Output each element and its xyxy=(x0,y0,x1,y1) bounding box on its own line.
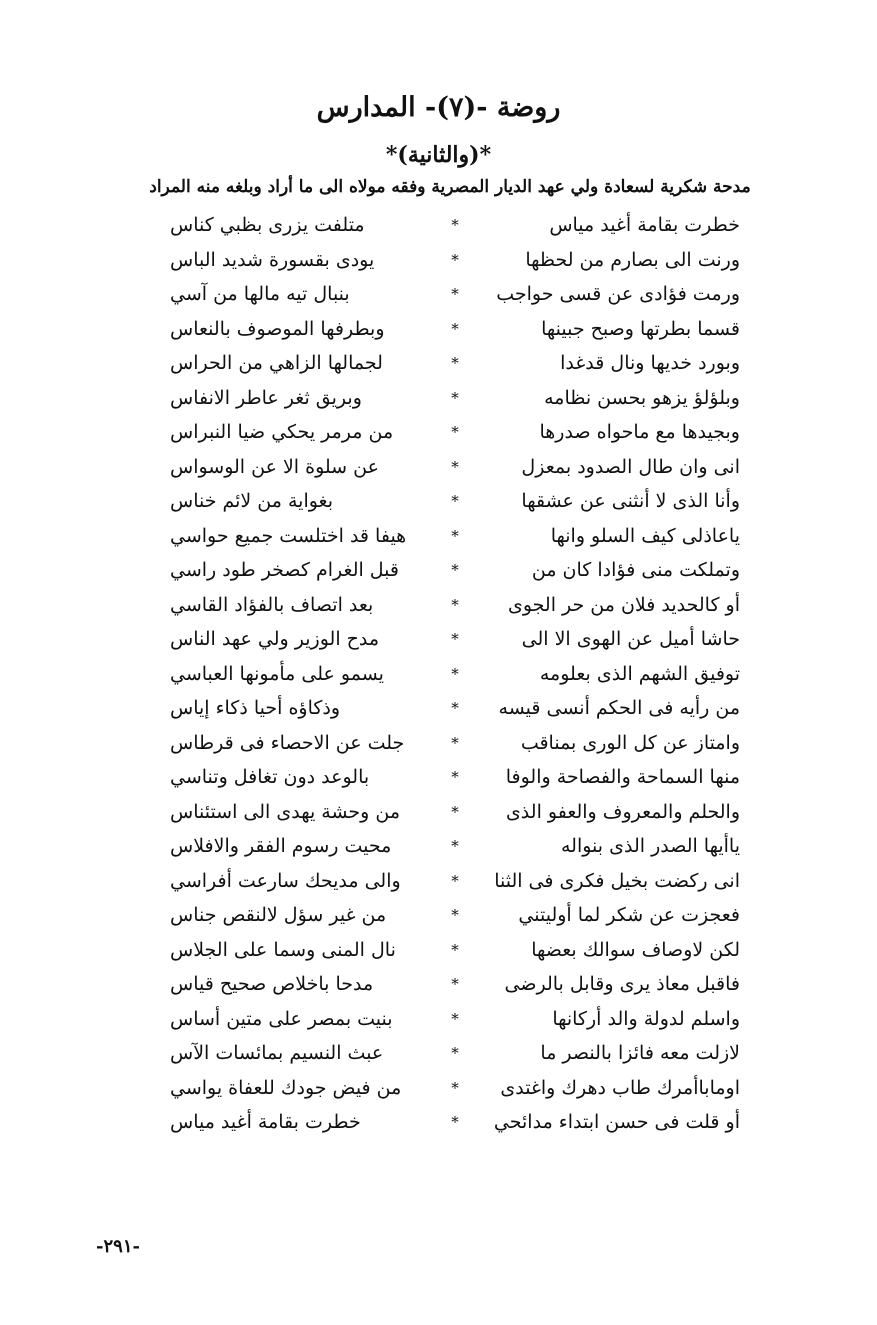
verse-first-hemistich: وامتاز عن كل الورى بمناقب xyxy=(520,731,740,754)
verse-second-hemistich: متلفت يزرى بظبي كناس xyxy=(170,214,365,236)
page-title: روضة -(٧)- المدارس xyxy=(316,92,561,123)
verse-line xyxy=(170,898,740,933)
verse-line xyxy=(170,691,740,726)
verse-second-hemistich: عبث النسيم بمائسات الآس xyxy=(170,1042,384,1064)
verse-separator-star: * xyxy=(451,1044,459,1062)
verse-line xyxy=(170,795,740,830)
verse-separator-star: * xyxy=(451,492,459,510)
verse-second-hemistich: من فيض جودك للعفاة يواسي xyxy=(170,1076,402,1099)
verse-first-hemistich: منها السماحة والفصاحة والوفا xyxy=(505,766,740,788)
verse-separator-star: * xyxy=(451,250,459,269)
verse-separator-star: * xyxy=(451,802,459,821)
verse-separator-star: * xyxy=(451,457,459,476)
poem-subtitle: *(والثانية)* xyxy=(385,142,492,168)
verse-line xyxy=(170,553,740,588)
verse-first-hemistich: ياأيها الصدر الذى بنواله xyxy=(560,835,740,857)
verse-first-hemistich: والحلم والمعروف والعفو الذى xyxy=(505,800,740,823)
verse-first-hemistich: أو قلت فى حسن ابتداء مدائحي xyxy=(493,1111,740,1133)
verse-separator-star: * xyxy=(451,1078,459,1097)
verse-first-hemistich: لكن لاوصاف سوالك بعضها xyxy=(531,938,740,961)
verse-separator-star: * xyxy=(451,768,459,786)
verse-separator-star: * xyxy=(451,1113,459,1131)
verse-second-hemistich: من وحشة يهدى الى استئناس xyxy=(170,800,401,823)
verse-separator-star: * xyxy=(451,699,459,717)
verse-separator-star: * xyxy=(451,526,459,545)
verse-first-hemistich: انى وان طال الصدود بمعزل xyxy=(521,455,740,478)
verse-separator-star: * xyxy=(451,216,459,234)
verse-first-hemistich: اوماباأمرك طاب دهرك واغتدى xyxy=(500,1076,740,1099)
verse-separator-star: * xyxy=(451,561,459,579)
verse-line xyxy=(170,588,740,623)
verse-second-hemistich: عن سلوة الا عن الوسواس xyxy=(170,455,379,478)
verse-line xyxy=(170,1105,740,1140)
page-number: -٢٩١- xyxy=(96,1236,140,1257)
verse-line xyxy=(170,967,740,1002)
verse-separator-star: * xyxy=(451,1009,459,1028)
verse-line xyxy=(170,243,740,278)
verse-line xyxy=(170,381,740,416)
verse-line xyxy=(170,277,740,312)
verse-line xyxy=(170,1071,740,1106)
verse-first-hemistich: قسما بطرتها وصبح جبينها xyxy=(541,317,740,340)
verse-line xyxy=(170,760,740,795)
verse-line xyxy=(170,657,740,692)
verse-second-hemistich: والى مديحك سارعت أفراسي xyxy=(170,869,401,892)
verse-second-hemistich: من غير سؤل لالنقص جناس xyxy=(170,904,387,926)
verse-second-hemistich: قبل الغرام كصخر طود راسي xyxy=(170,559,400,581)
verse-second-hemistich: بالوعد دون تغافل وتناسي xyxy=(170,766,370,788)
verse-second-hemistich: وبطرفها الموصوف بالنعاس xyxy=(170,317,385,340)
verse-line xyxy=(170,933,740,968)
verse-separator-star: * xyxy=(451,733,459,752)
verse-separator-star: * xyxy=(451,630,459,648)
verse-first-hemistich: واسلم لدولة والد أركانها xyxy=(552,1007,740,1030)
verse-line xyxy=(170,829,740,864)
verse-line xyxy=(170,726,740,761)
verse-first-hemistich: خطرت بقامة أغيد مياس xyxy=(549,214,740,236)
verse-first-hemistich: أو كالحديد فلان من حر الجوى xyxy=(507,593,740,616)
verse-second-hemistich: بنيت بمصر على متين أساس xyxy=(170,1007,393,1030)
verse-first-hemistich: ورنت الى بصارم من لحظها xyxy=(525,248,740,271)
verse-second-hemistich: بنبال تيه مالها من آسي xyxy=(170,283,350,305)
verse-separator-star: * xyxy=(451,423,459,441)
verse-first-hemistich: توفيق الشهم الذى بعلومه xyxy=(539,662,740,685)
verse-separator-star: * xyxy=(451,388,459,407)
verse-second-hemistich: مدح الوزير ولي عهد الناس xyxy=(170,628,380,650)
poem-introduction: مدحة شكرية لسعادة ولي عهد الديار المصرية وفقه مولاه الى ما أراد وبلغه منه المراد xyxy=(149,177,751,197)
verse-separator-star: * xyxy=(451,354,459,372)
verse-first-hemistich: ياعاذلى كيف السلو وانها xyxy=(550,524,740,547)
verse-line xyxy=(170,415,740,450)
verse-first-hemistich: من رأيه فى الحكم أنسى قيسه xyxy=(498,697,740,719)
verse-separator-star: * xyxy=(451,940,459,959)
verse-first-hemistich: وبلؤلؤ يزهو بحسن نظامه xyxy=(544,386,740,409)
verse-first-hemistich: انى ركضت بخيل فكرى فى الثنا xyxy=(494,869,740,892)
verse-second-hemistich: مدحا باخلاص صحيح قياس xyxy=(170,973,374,995)
verse-line xyxy=(170,1002,740,1037)
verse-first-hemistich: لازلت معه فائزا بالنصر ما xyxy=(540,1042,740,1064)
verse-first-hemistich: وبورد خديها ونال قدغدا xyxy=(560,352,740,374)
verse-line xyxy=(170,312,740,347)
verse-first-hemistich: فاقبل معاذ يرى وقابل بالرضى xyxy=(504,973,740,995)
verse-line xyxy=(170,484,740,519)
verse-separator-star: * xyxy=(451,906,459,924)
verse-second-hemistich: من مرمر يحكي ضيا النبراس xyxy=(170,421,394,443)
verse-line xyxy=(170,622,740,657)
verse-line xyxy=(170,1036,740,1071)
verse-separator-star: * xyxy=(451,319,459,338)
verse-first-hemistich: وأنا الذى لا أنثنى عن عشقها xyxy=(521,490,740,512)
verse-second-hemistich: نال المنى وسما على الجلاس xyxy=(170,938,396,961)
verse-second-hemistich: يودى بقسورة شديد الباس xyxy=(170,248,375,271)
verse-separator-star: * xyxy=(451,871,459,890)
verse-second-hemistich: وبريق ثغر عاطر الانفاس xyxy=(170,386,362,409)
verse-second-hemistich: خطرت بقامة أغيد مياس xyxy=(170,1111,361,1133)
verse-separator-star: * xyxy=(451,837,459,855)
verse-second-hemistich: بغواية من لائم خناس xyxy=(170,490,334,512)
verse-first-hemistich: وبجيدها مع ماحواه صدرها xyxy=(539,421,740,443)
verse-line xyxy=(170,450,740,485)
verse-second-hemistich: وذكاؤه أحيا ذكاء إياس xyxy=(170,697,341,719)
verse-second-hemistich: لجمالها الزاهي من الحراس xyxy=(170,352,383,374)
verse-first-hemistich: ورمت فؤادى عن قسى حواجب xyxy=(496,283,740,305)
verse-first-hemistich: حاشا أميل عن الهوى الا الى xyxy=(521,628,740,650)
verse-line xyxy=(170,519,740,554)
verse-second-hemistich: محيت رسوم الفقر والافلاس xyxy=(170,835,392,857)
verse-separator-star: * xyxy=(451,664,459,683)
verse-second-hemistich: يسمو على مأمونها العباسي xyxy=(170,662,384,685)
poem-verses xyxy=(170,208,740,1140)
verse-line xyxy=(170,346,740,381)
verse-line xyxy=(170,208,740,243)
verse-line xyxy=(170,864,740,899)
verse-first-hemistich: وتملكت منى فؤادا كان من xyxy=(531,559,740,581)
verse-separator-star: * xyxy=(451,595,459,614)
verse-separator-star: * xyxy=(451,285,459,303)
verse-separator-star: * xyxy=(451,975,459,993)
verse-first-hemistich: فعجزت عن شكر لما أوليتني xyxy=(518,904,740,926)
verse-second-hemistich: هيفا قد اختلست جميع حواسي xyxy=(170,524,407,547)
verse-second-hemistich: جلت عن الاحصاء فى قرطاس xyxy=(170,731,405,754)
verse-second-hemistich: بعد اتصاف بالفؤاد القاسي xyxy=(170,593,374,616)
